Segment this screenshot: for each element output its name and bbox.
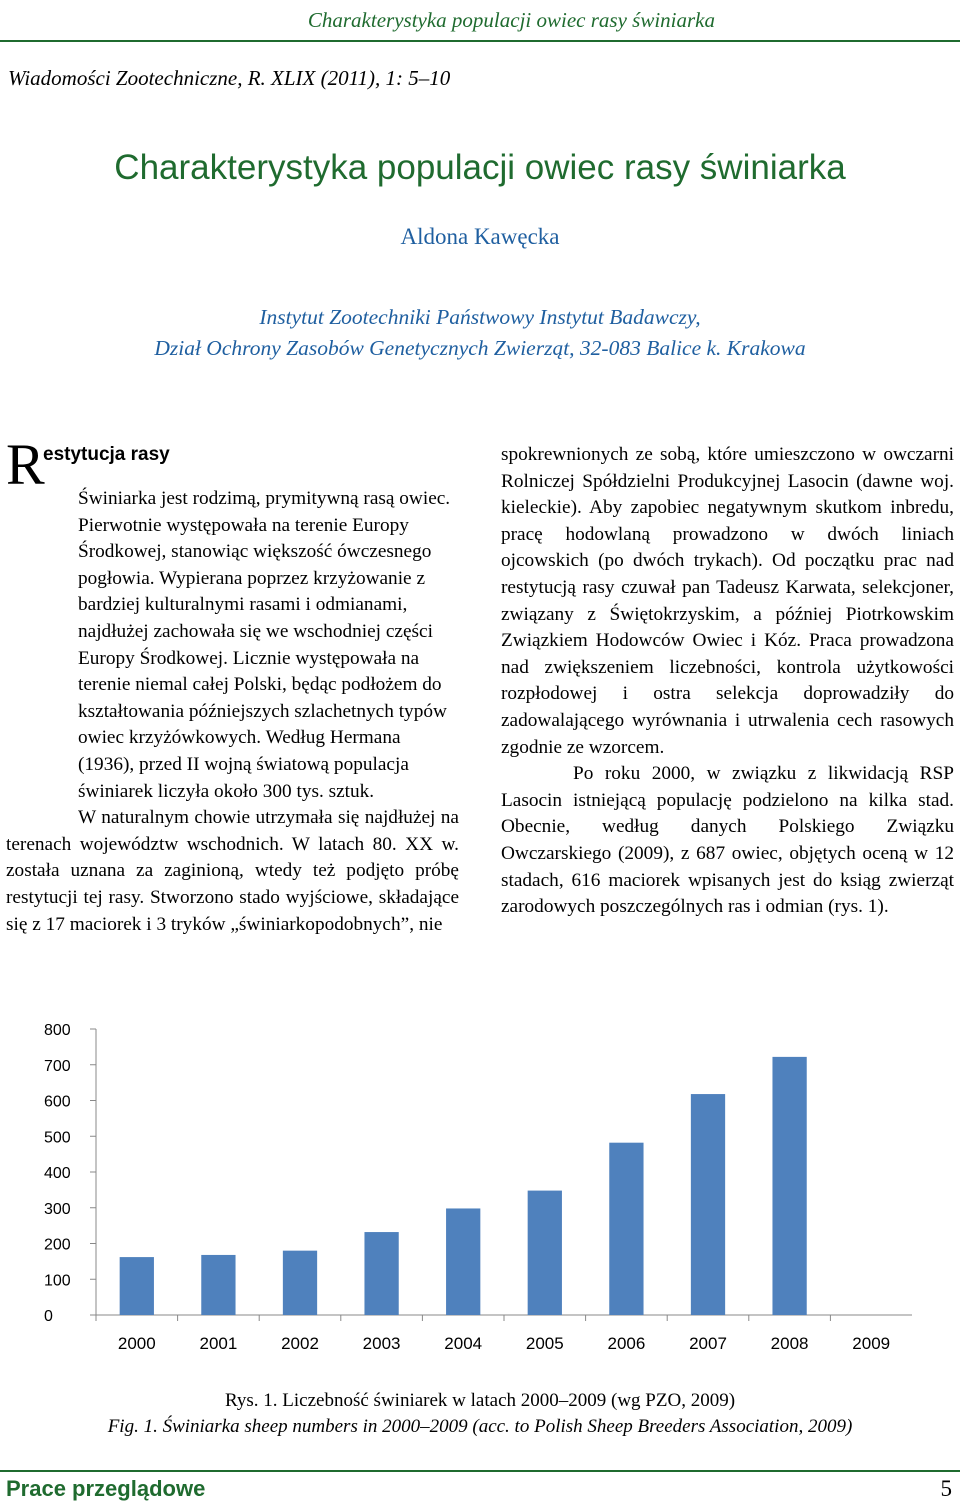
footer-rule: [0, 1470, 960, 1472]
x-tick-label: 2004: [444, 1334, 483, 1353]
section-title: estytucja rasy: [43, 444, 170, 465]
right-paragraph-2: Po roku 2000, w związku z likwidacją RSP Lasocin istniejącą populację podzielono na kilka stad. Obecnie, według danych Polskiego Związku Owczarskiego (2009), z 687 owiec, objętych oceną w 12 stadach, 616 maciorek wpisanych jest do ksiąg zwierząt zarodowych poszczególnych ras i odmian (rys. 1).: [501, 763, 954, 918]
footer-section-label: Prace przeglądowe: [6, 1476, 206, 1501]
paper-title: Charakterystyka populacji owiec rasy świniarka: [114, 148, 846, 187]
running-head: Charakterystyka populacji owiec rasy świniarka: [307, 8, 715, 32]
drop-cap: R: [6, 432, 45, 497]
y-tick-label: 100: [44, 1272, 71, 1290]
y-tick-label: 600: [44, 1093, 71, 1111]
affiliation: [60, 302, 900, 364]
y-tick-label: 400: [44, 1165, 71, 1182]
bar-2004: [446, 1208, 480, 1315]
header-rule: [0, 40, 960, 42]
left-paragraph-2: W naturalnym chowie utrzymała się najdłużej na terenach województw wschodnich. W latach 80. XX w. została uznana za zaginioną, wtedy też podjęto próbę restytucji tej rasy. Stworzono stado wyjściowe, składające się z 17 maciorek i 3 tryków „świniarkopodobnych”, nie: [6, 807, 459, 935]
bar-2007: [691, 1094, 725, 1315]
y-tick-label: 200: [44, 1236, 71, 1254]
chart-svg: [0, 1005, 960, 1375]
left-paragraph-1: Świniarka jest rodzimą, prymitywną rasą owiec. Pierwotnie występowała na terenie Europy Środkowej, stanowiąc większość ówczesnego pogłowia. Wypierana poprzez krzyżowanie z bardziej kulturalnymi rasami i odmianami, najdłużej zachowała się we wschodniej części Europy Środkowej. Licznie występowała na terenie niemal całej Polski, będąc podłożem do kształtowania późniejszych szlachetnych typów owiec krzyżówkowych. Według Hermana (1936), przed II wojną światową populacja świniarek liczyła około 300 tys. sztuk.: [78, 488, 451, 802]
figure-caption-en: Fig. 1. Świniarka sheep numbers in 2000–2009 (acc. to Polish Sheep Breeders Association, 2009): [107, 1416, 853, 1437]
page-number: 5: [940, 1476, 952, 1501]
author-name: Aldona Kawęcka: [400, 224, 560, 249]
y-tick-label: 300: [44, 1200, 71, 1218]
population-chart: [0, 1005, 960, 1375]
x-tick-label: 2001: [199, 1334, 238, 1353]
journal-reference: Wiadomości Zootechniczne, R. XLIX (2011), 1: 5–10: [8, 66, 451, 90]
affiliation-line-2: Dział Ochrony Zasobów Genetycznych Zwierząt, 32-083 Balice k. Krakowa: [154, 336, 806, 360]
y-tick-label: 700: [44, 1057, 71, 1075]
bar-2005: [528, 1191, 562, 1315]
figure-caption-pl: Rys. 1. Liczebność świniarek w latach 2000–2009 (wg PZO, 2009): [224, 1390, 736, 1411]
x-tick-label: 2009: [852, 1334, 891, 1353]
y-tick-label: 800: [44, 1022, 71, 1039]
x-tick-label: 2007: [689, 1334, 727, 1353]
x-tick-label: 2003: [362, 1334, 401, 1353]
section-heading: [6, 432, 459, 497]
x-tick-label: 2008: [770, 1334, 809, 1353]
x-tick-label: 2000: [117, 1334, 156, 1353]
x-tick-label: 2005: [525, 1334, 564, 1353]
bar-2003: [364, 1232, 398, 1315]
right-paragraph-1: spokrewnionych ze sobą, które umieszczono w owczarni Rolniczej Spółdzielni Produkcyjnej Lasocin (dawne woj. kieleckie). Aby zapobiec negatywnym skutkom inbredu, pracę hodowlaną prowadzono w dwóch liniach ojcowskich (po dwóch trykach). Od początku prac nad restytucją rasy czuwał pan Tadeusz Karwata, selekcjoner, związany z Świętokrzyskim, a później Piotrkowskim Związkiem Hodowców Owiec i Kóz. Praca prowadzona nad zwiększeniem liczebności, kontrola użytkowości rozpłodowej i ostra selekcja doprowadziły do zadowalającego wyrównania i utrwalenia cech rasowych zgodnie ze wzorcem.: [501, 444, 954, 758]
bar-2002: [283, 1251, 317, 1315]
bar-2001: [201, 1255, 235, 1315]
y-tick-label: 500: [44, 1129, 71, 1147]
y-tick-label: 0: [44, 1308, 53, 1325]
bar-2000: [120, 1257, 154, 1315]
bar-2008: [772, 1057, 806, 1315]
left-column: [6, 432, 459, 938]
x-tick-label: 2006: [607, 1334, 646, 1353]
x-tick-label: 2002: [281, 1334, 319, 1353]
right-column: [501, 442, 954, 921]
affiliation-line-1: Instytut Zootechniki Państwowy Instytut Badawczy,: [259, 305, 701, 329]
bar-2006: [609, 1143, 643, 1315]
